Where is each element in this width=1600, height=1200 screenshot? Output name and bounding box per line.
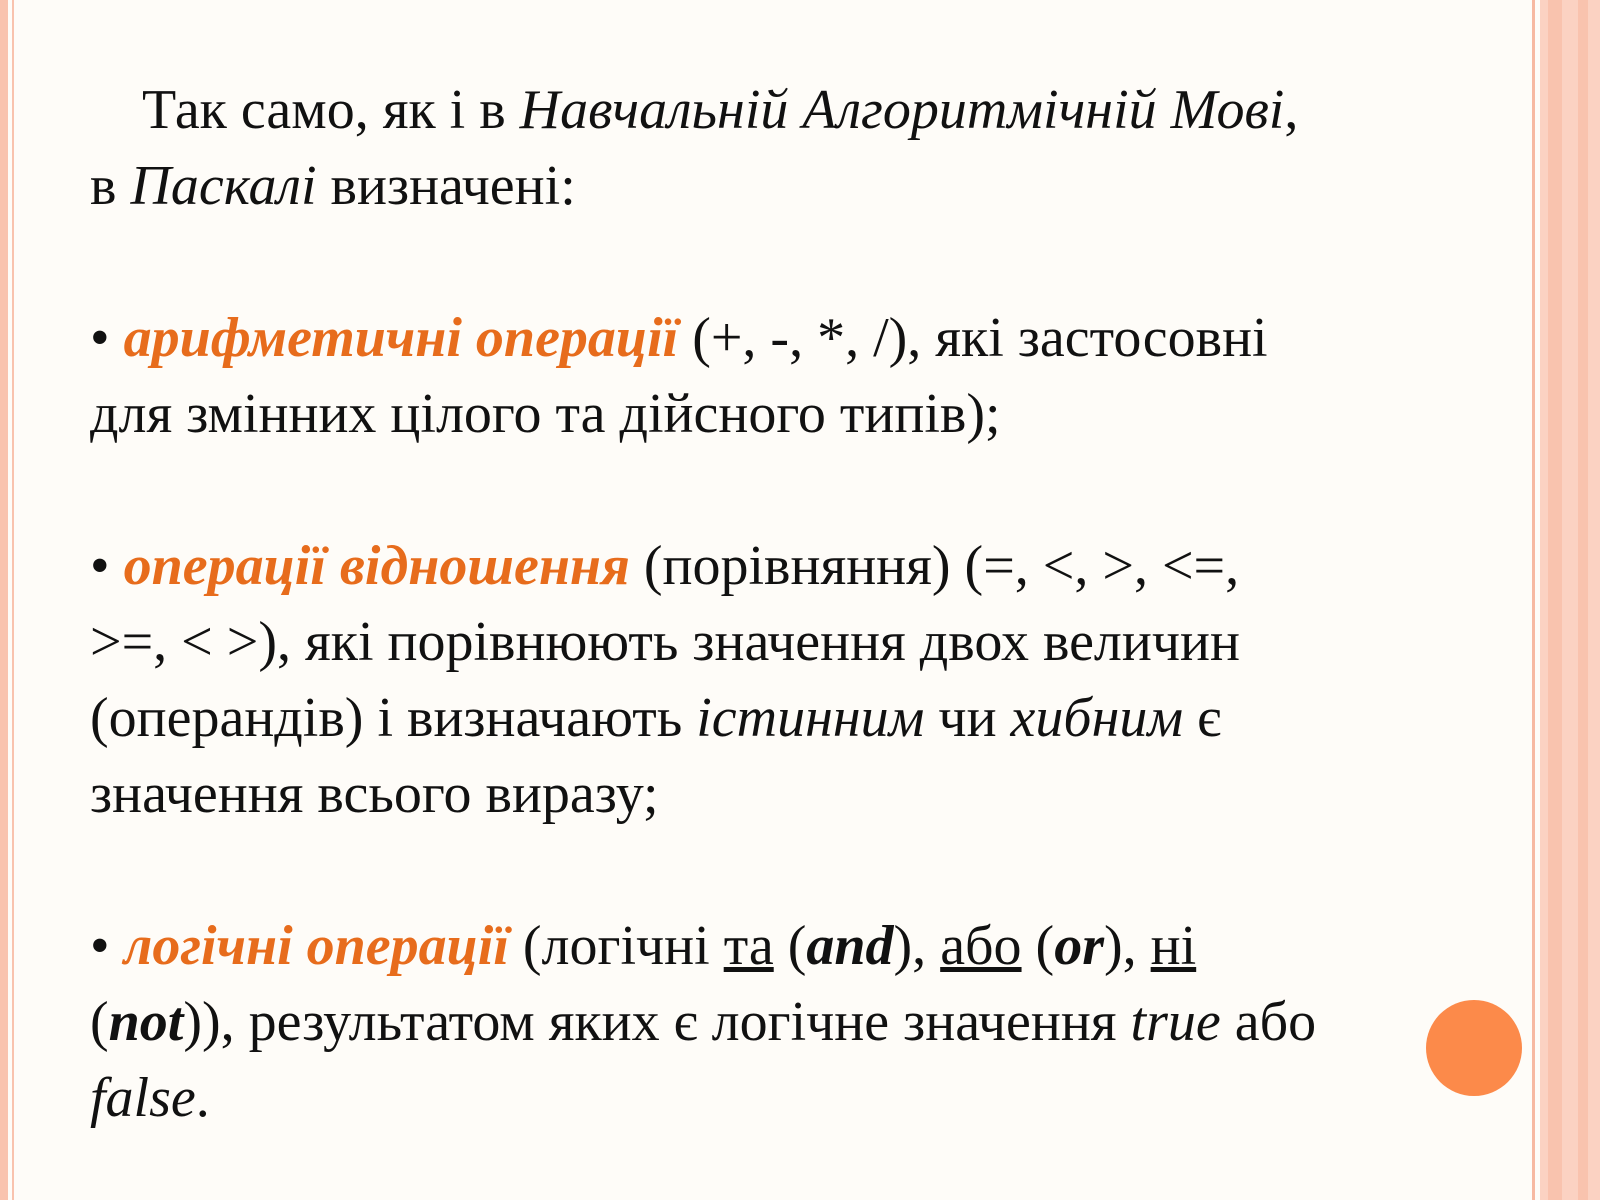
relation-term: операції відношення <box>123 535 630 597</box>
slide-border-left <box>0 0 8 1200</box>
bullet: • <box>90 915 124 977</box>
relation-line-1: • операції відношення (порівняння) (=, <, >, <=, <box>90 535 1240 597</box>
arith-line-2: для змінних цілого та дійсного типів); <box>90 383 1001 445</box>
word-abo: або <box>940 915 1022 977</box>
word-khybnym: хибним <box>1010 687 1184 749</box>
relation-line-4: значення всього виразу; <box>90 763 659 825</box>
word-false: false <box>90 1067 196 1129</box>
word-true: true <box>1130 991 1221 1053</box>
logic-term: логічні операції <box>123 915 509 977</box>
arith-line-1: • арифметичні операції (+, -, *, /), які застосовні <box>90 307 1268 369</box>
slide-content <box>90 72 1490 1136</box>
word-or: or <box>1054 915 1104 977</box>
term-nam: Навчальній Алгоритмічній Мові <box>519 79 1285 141</box>
bullet: • <box>90 535 124 597</box>
intro-line-2: в Паскалі визначені: <box>90 155 576 217</box>
slide-border-left-line <box>12 0 14 1200</box>
intro-line-1: Так само, як і в Навчальній Алгоритмічній Мові, <box>142 79 1299 141</box>
logic-line-2: (not)), результатом яких є логічне значення true або <box>90 991 1317 1053</box>
word-and: and <box>806 915 894 977</box>
word-ni: ні <box>1150 915 1197 977</box>
logic-line-1: • логічні операції (логічні та (and), або (or), ні <box>90 915 1197 977</box>
bullet: • <box>90 307 124 369</box>
term-pascal: Паскалі <box>130 155 317 217</box>
arith-term: арифметичні операції <box>123 307 679 369</box>
word-ta: та <box>723 915 774 977</box>
relation-line-3: (операндів) і визначають істинним чи хибним є <box>90 687 1222 749</box>
relation-line-2: >=, < >), які порівнюють значення двох величин <box>90 611 1240 673</box>
word-istinnym: істинним <box>696 687 925 749</box>
word-not: not <box>108 991 184 1053</box>
slide-border-right-line <box>1532 0 1535 1200</box>
slide-border-right-stripe-2 <box>1578 0 1588 1200</box>
slide-border-right-stripe <box>1548 0 1562 1200</box>
logic-line-3: false. <box>90 1067 210 1129</box>
